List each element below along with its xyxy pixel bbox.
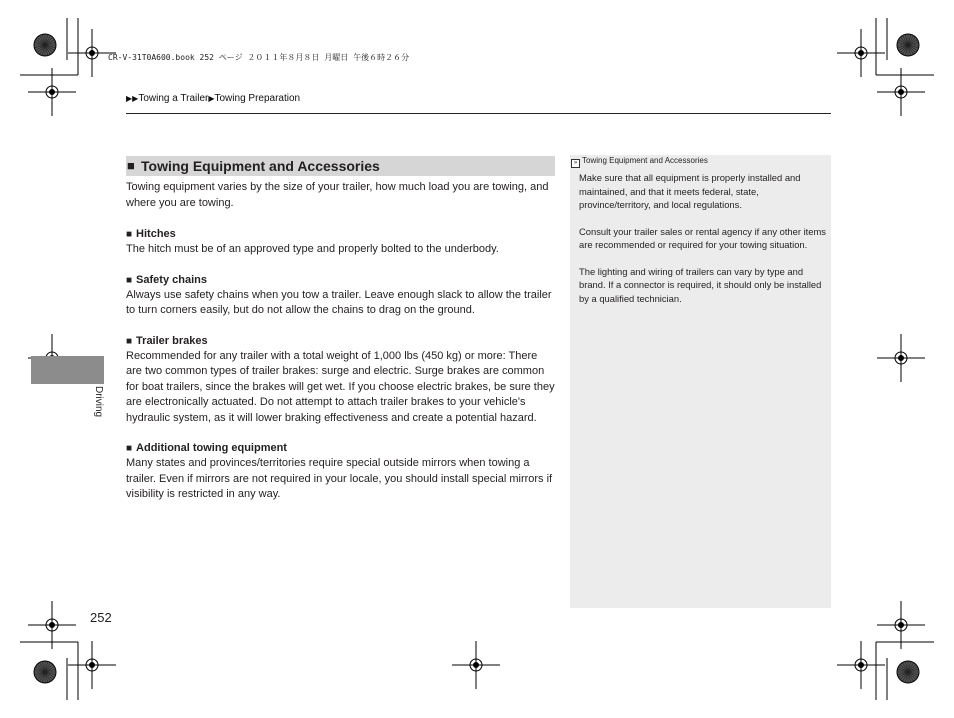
main-content (126, 180, 556, 518)
subsection-additional-equipment (126, 441, 556, 503)
crosshair-mark-icon (68, 641, 116, 689)
reference-link-icon: » (571, 159, 580, 168)
square-bullet-icon: ■ (126, 443, 133, 454)
subsection-body: Many states and provinces/territories require special outside mirrors when towing a trailer. Even if mirrors are not required in your locale, you should install special mirrors if visibility is restricted in any way. (126, 457, 553, 500)
sidebar-body (579, 171, 827, 318)
breadcrumb-item[interactable]: Towing a Trailer (138, 93, 209, 104)
square-bullet-icon: ■ (126, 335, 133, 347)
subsection-safety-chains (126, 273, 556, 319)
crosshair-mark-icon (837, 29, 885, 77)
square-bullet-icon: ■ (126, 229, 133, 240)
chapter-tab-label: Driving (93, 386, 104, 418)
subsection-heading: Safety chains (136, 273, 207, 286)
section-intro: Towing equipment varies by the size of your trailer, how much load you are towing, and where you are towing. (126, 181, 549, 209)
square-bullet-icon: ■ (126, 274, 133, 286)
subsection-body: Recommended for any trailer with a total weight of 1,000 lbs (450 kg) or more: There are two common types of trailer brakes: surge and electric. Surge brakes are common for boat trailers, since the brakes will get wet. If you choose electric brakes, be sure they are electronically actuated. Do not attempt to attach trailer brakes to your vehicle's hydraulic system, as it will lower braking effectiveness and create a potential hazard. (126, 349, 555, 424)
file-header: CR-V-31T0A600.book 252 ページ ２０１１年８月８日 月曜日 午後６時２６分 (108, 53, 410, 62)
crosshair-mark-icon (877, 334, 925, 382)
subsection-heading: Hitches (136, 228, 176, 240)
subsection-trailer-brakes (126, 334, 556, 427)
chapter-tab[interactable] (31, 356, 104, 384)
square-bullet-icon: ■ (127, 158, 135, 173)
crosshair-mark-icon (837, 641, 885, 689)
page-number: 252 (90, 610, 112, 625)
sidebar-paragraph: Make sure that all equipment is properly installed and maintained, and that it meets federal, state, province/territory, and local regulations. (579, 172, 801, 210)
subsection-heading: Additional towing equipment (136, 442, 287, 454)
registration-rosette-icon (897, 34, 919, 56)
registration-rosette-icon (34, 661, 56, 683)
breadcrumb-item[interactable]: Towing Preparation (214, 93, 301, 104)
sidebar-notes (570, 155, 831, 608)
registration-rosette-icon (897, 661, 919, 683)
breadcrumb-arrow-icon: ▶ (208, 94, 215, 103)
section-heading-bar (126, 156, 555, 176)
section-title: Towing Equipment and Accessories (141, 158, 380, 174)
breadcrumb (126, 93, 300, 104)
subsection-hitches (126, 227, 556, 258)
subsection-heading: Trailer brakes (136, 334, 208, 347)
sidebar-heading[interactable] (571, 156, 708, 168)
sidebar-heading-text: Towing Equipment and Accessories (582, 156, 708, 165)
subsection-body: The hitch must be of an approved type and properly bolted to the underbody. (126, 243, 499, 255)
sidebar-paragraph: The lighting and wiring of trailers can vary by type and brand. If a connector is required, it should only be installed by a qualified technician. (579, 265, 822, 304)
breadcrumb-arrow-icon: ▶▶ (126, 94, 139, 103)
subsection-body: Always use safety chains when you tow a trailer. Leave enough slack to allow the trailer to turn corners easily, but do not allow the chains to drag on the ground. (126, 288, 552, 316)
header-rule (126, 113, 831, 114)
registration-rosette-icon (34, 34, 56, 56)
crosshair-mark-icon (452, 641, 500, 689)
sidebar-paragraph: Consult your trailer sales or rental agency if any other items are recommended or required for your towing situation. (579, 225, 826, 250)
